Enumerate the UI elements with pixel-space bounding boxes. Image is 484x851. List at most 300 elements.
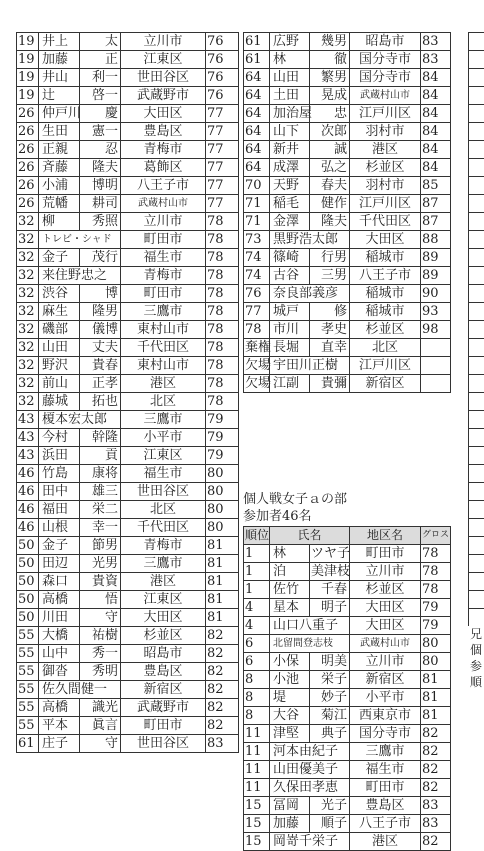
surname-cell: 麻生 [39, 303, 80, 321]
area-cell: 江東区 [121, 591, 206, 609]
next-column-edge [468, 32, 484, 690]
surname-cell: 金子 [39, 249, 80, 267]
surname-cell: 広野 [270, 33, 310, 51]
score-cell: 78 [206, 321, 239, 339]
area-cell: 福生市 [121, 249, 206, 267]
given-name-cell: 隆夫 [310, 213, 350, 231]
area-cell: 町田市 [350, 779, 421, 797]
rank-cell: 11 [244, 743, 270, 761]
table-row [244, 303, 451, 321]
surname-cell: 磯部 [39, 321, 80, 339]
rank-cell: 55 [17, 681, 39, 699]
score-cell: 76 [206, 51, 239, 69]
score-cell: 80 [206, 483, 239, 501]
table-row [244, 195, 451, 213]
area-cell: 八王子市 [350, 267, 421, 285]
table-row [17, 33, 239, 51]
surname-cell: 林 [270, 545, 310, 563]
area-cell: 豊島区 [121, 123, 206, 141]
edge-row [468, 230, 484, 248]
rank-cell: 61 [244, 33, 270, 51]
table-row [244, 617, 451, 635]
score-cell: 77 [206, 141, 239, 159]
area-cell: 青梅市 [121, 141, 206, 159]
surname-cell: 藤城 [39, 393, 80, 411]
area-cell: 大田区 [121, 105, 206, 123]
edge-row [468, 302, 484, 320]
edge-row [468, 158, 484, 176]
surname-cell: 大谷 [270, 707, 310, 725]
rank-cell: 50 [17, 537, 39, 555]
rank-cell: 11 [244, 725, 270, 743]
score-cell: 82 [206, 717, 239, 735]
surname-cell: 榎本宏太郎 [39, 411, 121, 429]
table-row [244, 33, 451, 51]
table-row [17, 501, 239, 519]
surname-cell: 佐竹 [270, 581, 310, 599]
area-cell: 大田区 [350, 599, 421, 617]
surname-cell: 井上 [39, 33, 80, 51]
given-name-cell: 幸一 [80, 519, 121, 537]
rank-cell: 64 [244, 105, 270, 123]
table-row [244, 833, 451, 851]
surname-cell: 竹島 [39, 465, 80, 483]
surname-cell: 今村 [39, 429, 80, 447]
rank-cell: 71 [244, 195, 270, 213]
table-row [244, 707, 451, 725]
surname-cell: 荒幡 [39, 195, 80, 213]
edge-row [468, 266, 484, 284]
score-cell: 77 [206, 123, 239, 141]
score-cell: 93 [421, 303, 451, 321]
score-cell: 77 [206, 105, 239, 123]
score-cell: 82 [421, 833, 451, 851]
area-cell: 町田市 [121, 717, 206, 735]
surname-cell: 奈良部義彦 [270, 285, 350, 303]
rank-cell: 6 [244, 635, 270, 653]
surname-cell: 泊 [270, 563, 310, 581]
rank-cell: 4 [244, 599, 270, 617]
rank-cell: 棄権 [245, 340, 272, 355]
rank-cell: 1 [244, 545, 270, 563]
given-name-cell: 明子 [310, 599, 350, 617]
rank-cell: 50 [17, 555, 39, 573]
score-cell: 79 [206, 411, 239, 429]
area-cell: 港区 [121, 573, 206, 591]
rank-cell: 64 [244, 87, 270, 105]
surname-cell: 岡嵜千栄子 [270, 833, 350, 851]
table-row [17, 663, 239, 681]
edge-row [468, 284, 484, 302]
score-cell: 79 [206, 447, 239, 465]
area-cell: 福生市 [121, 465, 206, 483]
area-cell: 江戸川区 [350, 105, 421, 123]
surname-cell: 山田優美子 [270, 761, 350, 779]
area-cell: 港区 [350, 141, 421, 159]
score-cell: 77 [206, 195, 239, 213]
area-cell: 稲城市 [350, 303, 421, 321]
table-row [244, 689, 451, 707]
score-cell: 82 [206, 699, 239, 717]
given-name-cell: 茂行 [80, 249, 121, 267]
rank-cell: 74 [244, 267, 270, 285]
score-cell: 78 [206, 393, 239, 411]
surname-cell: 城戸 [270, 303, 310, 321]
given-name-cell: 修 [310, 303, 350, 321]
edge-row [468, 428, 484, 446]
given-name-cell: 悟 [80, 591, 121, 609]
rank-cell: 32 [17, 267, 39, 285]
rank-cell: 欠場 [245, 358, 272, 373]
given-name-cell: 守 [80, 609, 121, 627]
area-cell: 杉並区 [350, 159, 421, 177]
surname-cell: 山田 [39, 339, 80, 357]
table-row [244, 267, 451, 285]
score-cell: 78 [421, 545, 451, 563]
edge-mark: 個 [470, 643, 483, 657]
area-cell: 東村山市 [121, 321, 206, 339]
given-name-cell: 祐樹 [80, 627, 121, 645]
table-row [17, 393, 239, 411]
score-cell [421, 339, 451, 357]
rank-cell: 8 [244, 671, 270, 689]
score-cell: 84 [421, 105, 451, 123]
table-row [244, 779, 451, 797]
rank-cell: 55 [17, 663, 39, 681]
table-row [17, 303, 239, 321]
score-cell: 79 [206, 429, 239, 447]
surname-cell: 市川 [270, 321, 310, 339]
rank-cell: 55 [17, 627, 39, 645]
score-cell: 83 [206, 735, 239, 753]
score-cell: 81 [206, 555, 239, 573]
table-row [17, 627, 239, 645]
score-cell: 76 [206, 69, 239, 87]
area-cell: 武蔵野市 [121, 87, 206, 105]
area-cell: 北区 [121, 501, 206, 519]
area-cell: 青梅市 [121, 537, 206, 555]
score-cell: 89 [421, 249, 451, 267]
section-title: 個人戦女子ａの部 [243, 492, 348, 507]
area-cell: 北区 [350, 339, 421, 357]
area-cell: 江東区 [121, 447, 206, 465]
rank-cell: 76 [244, 285, 270, 303]
area-cell: 世田谷区 [121, 69, 206, 87]
score-cell: 78 [206, 213, 239, 231]
score-cell: 83 [421, 815, 451, 833]
area-cell: 三鷹市 [121, 555, 206, 573]
given-name-cell: 健作 [310, 195, 350, 213]
area-cell: 町田市 [121, 231, 206, 249]
rank-cell: 欠場 [245, 376, 272, 391]
score-cell: 87 [421, 213, 451, 231]
score-cell: 78 [206, 267, 239, 285]
rank-cell: 70 [244, 177, 270, 195]
edge-row [468, 212, 484, 230]
rank-cell: 46 [17, 465, 39, 483]
score-cell: 78 [206, 285, 239, 303]
given-name-cell: 光男 [80, 555, 121, 573]
score-cell: 98 [421, 321, 451, 339]
given-name-cell: 晃成 [310, 87, 350, 105]
score-cell: 78 [206, 357, 239, 375]
edge-row [468, 176, 484, 194]
surname-cell: 篠崎 [270, 249, 310, 267]
edge-mark: 順 [470, 675, 483, 689]
header-rank: 順位 [244, 527, 270, 545]
surname-cell: 北留間登志枝 [270, 635, 350, 653]
given-name-cell: 眞言 [80, 717, 121, 735]
table-row [17, 537, 239, 555]
edge-row [468, 410, 484, 428]
surname-cell: 辻 [39, 87, 80, 105]
table-row [17, 375, 239, 393]
rank-cell: 32 [17, 321, 39, 339]
surname-cell: 稲毛 [270, 195, 310, 213]
area-cell: 国分寺市 [350, 69, 421, 87]
score-cell: 84 [421, 87, 451, 105]
table-row [17, 321, 239, 339]
area-cell: 豊島区 [350, 797, 421, 815]
surname-cell: 生田 [39, 123, 80, 141]
given-name-cell: 三男 [310, 267, 350, 285]
score-cell: 85 [421, 177, 451, 195]
rank-cell: 15 [244, 815, 270, 833]
rank-cell: 73 [244, 231, 270, 249]
area-cell: 港区 [350, 833, 421, 851]
area-cell: 青梅市 [121, 267, 206, 285]
area-cell: 江戸川区 [350, 357, 421, 375]
edge-row [468, 86, 484, 104]
given-name-cell: 菊江 [310, 707, 350, 725]
table-row [244, 51, 451, 69]
surname-cell: 渋谷 [39, 285, 80, 303]
score-cell: 84 [421, 69, 451, 87]
area-cell: 羽村市 [350, 123, 421, 141]
area-cell: 千代田区 [350, 213, 421, 231]
score-cell: 90 [421, 285, 451, 303]
given-name-cell: 栄二 [80, 501, 121, 519]
header-name: 氏名 [270, 527, 350, 545]
area-cell: 立川市 [350, 653, 421, 671]
table-row [244, 249, 451, 267]
given-name-cell: 貴春 [80, 357, 121, 375]
given-name-cell: 典子 [310, 725, 350, 743]
surname-cell: 堤 [270, 689, 310, 707]
given-name-cell: 雄三 [80, 483, 121, 501]
surname-cell: 土田 [270, 87, 310, 105]
area-cell: 稲城市 [350, 249, 421, 267]
table-row [17, 285, 239, 303]
area-cell: 豊島区 [121, 663, 206, 681]
table-row [244, 231, 451, 249]
edge-row [468, 32, 484, 50]
table-row [17, 519, 239, 537]
rank-cell: 19 [17, 87, 39, 105]
surname-cell: 斉藤 [39, 159, 80, 177]
table-row [244, 563, 451, 581]
area-cell: 稲城市 [350, 285, 421, 303]
rank-cell: 32 [17, 339, 39, 357]
rank-cell: 61 [17, 735, 39, 753]
rank-cell: 77 [244, 303, 270, 321]
surname-cell: 成澤 [270, 159, 310, 177]
table-row [17, 105, 239, 123]
rank-cell: 32 [17, 393, 39, 411]
table-row [244, 357, 451, 375]
given-name-cell: 識光 [80, 699, 121, 717]
given-name-cell: 弘之 [310, 159, 350, 177]
edge-row [468, 104, 484, 122]
surname-cell: 前山 [39, 375, 80, 393]
edge-mark: 兄 [470, 627, 483, 641]
given-name-cell: 秀明 [80, 663, 121, 681]
score-cell: 81 [421, 707, 451, 725]
score-cell: 81 [206, 591, 239, 609]
given-name-cell: 順子 [310, 815, 350, 833]
edge-row [468, 338, 484, 356]
given-name-cell: 憲一 [80, 123, 121, 141]
score-cell: 78 [421, 581, 451, 599]
score-cell: 81 [206, 537, 239, 555]
area-cell: 町田市 [350, 545, 421, 563]
rank-cell: 50 [17, 573, 39, 591]
surname-cell: 新井 [270, 141, 310, 159]
rank-cell: 46 [17, 483, 39, 501]
area-cell: 三鷹市 [350, 743, 421, 761]
given-name-cell: 貢 [80, 447, 121, 465]
table-row [244, 69, 451, 87]
surname-cell: 福田 [39, 501, 80, 519]
surname-cell: 林 [270, 51, 310, 69]
table-row [17, 69, 239, 87]
rank-cell: 32 [17, 303, 39, 321]
surname-cell: 金澤 [270, 213, 310, 231]
given-name-cell: 忍 [80, 141, 121, 159]
table-row [244, 285, 451, 303]
score-cell: 76 [206, 33, 239, 51]
surname-cell: 大橋 [39, 627, 80, 645]
given-name-cell: 幾男 [310, 33, 350, 51]
area-cell: 昭島市 [121, 645, 206, 663]
area-cell: 立川市 [350, 563, 421, 581]
area-cell: 八王子市 [121, 177, 206, 195]
score-cell: 81 [206, 609, 239, 627]
score-cell: 81 [206, 573, 239, 591]
header-gross: グロス [421, 527, 451, 545]
rank-cell: 78 [244, 321, 270, 339]
surname-cell: 金子 [39, 537, 80, 555]
table-row [17, 87, 239, 105]
participant-count: 参加者46名 [243, 509, 312, 524]
score-cell: 80 [421, 653, 451, 671]
rank-cell: 15 [244, 797, 270, 815]
given-name-cell: 美津枝 [311, 564, 351, 579]
surname-cell: 森口 [39, 573, 80, 591]
rank-cell: 32 [17, 231, 39, 249]
score-cell: 84 [421, 159, 451, 177]
area-cell: 東村山市 [121, 357, 206, 375]
table-row [17, 213, 239, 231]
table-row [17, 195, 239, 213]
rank-cell: 55 [17, 645, 39, 663]
score-cell: 82 [421, 761, 451, 779]
surname-cell: 山下 [270, 123, 310, 141]
given-name-cell: 直幸 [310, 339, 350, 357]
area-cell: 世田谷区 [121, 483, 206, 501]
surname-cell: 正親 [39, 141, 80, 159]
edge-row [468, 464, 484, 482]
score-cell: 82 [206, 681, 239, 699]
area-cell: 武蔵村山市 [350, 635, 421, 653]
table-row [17, 339, 239, 357]
rank-cell: 74 [244, 249, 270, 267]
score-cell: 80 [421, 635, 451, 653]
area-cell: 千代田区 [121, 339, 206, 357]
surname-cell: 江副 [270, 375, 310, 393]
table-row [244, 545, 451, 563]
area-cell: 八王子市 [350, 815, 421, 833]
rank-cell: 32 [17, 357, 39, 375]
edge-row [468, 572, 484, 590]
area-cell: 武蔵村山市 [350, 87, 421, 105]
given-name-cell: 貴資 [80, 573, 121, 591]
surname-cell: 来住野忠之 [39, 267, 121, 285]
edge-row [468, 482, 484, 500]
surname-cell: 庄子 [39, 735, 80, 753]
surname-cell: 山中 [39, 645, 80, 663]
edge-row [468, 140, 484, 158]
table-row [244, 653, 451, 671]
given-name-cell: 儀博 [80, 321, 121, 339]
rank-cell: 43 [17, 447, 39, 465]
edge-row [468, 608, 484, 626]
given-name-cell: 拓也 [80, 393, 121, 411]
area-cell: 西東京市 [350, 707, 421, 725]
rank-cell: 64 [244, 159, 270, 177]
area-cell: 杉並区 [350, 581, 421, 599]
results-table-left [16, 32, 239, 753]
area-cell: 新宿区 [121, 681, 206, 699]
area-cell: 新宿区 [350, 671, 421, 689]
table-row [244, 123, 451, 141]
given-name-cell: 秀一 [80, 645, 121, 663]
edge-row [468, 392, 484, 410]
area-cell: 世田谷区 [121, 735, 206, 753]
given-name-cell: 太 [80, 33, 121, 51]
table-row [244, 761, 451, 779]
given-name-cell: 啓一 [80, 87, 121, 105]
edge-row [468, 536, 484, 554]
table-row [17, 735, 239, 753]
surname-cell: 川田 [39, 609, 80, 627]
given-name-cell: 秀照 [80, 213, 121, 231]
given-name-cell: 正 [80, 51, 121, 69]
score-cell: 78 [206, 375, 239, 393]
table-row [244, 725, 451, 743]
score-cell: 77 [206, 177, 239, 195]
rank-cell: 32 [17, 249, 39, 267]
edge-row [468, 374, 484, 392]
surname-cell: 山田 [270, 69, 310, 87]
table-row [244, 321, 451, 339]
rank-cell: 26 [17, 195, 39, 213]
score-cell: 88 [421, 231, 451, 249]
rank-cell: 55 [17, 717, 39, 735]
table-row [17, 573, 239, 591]
table-row [244, 599, 451, 617]
table-row [17, 123, 239, 141]
